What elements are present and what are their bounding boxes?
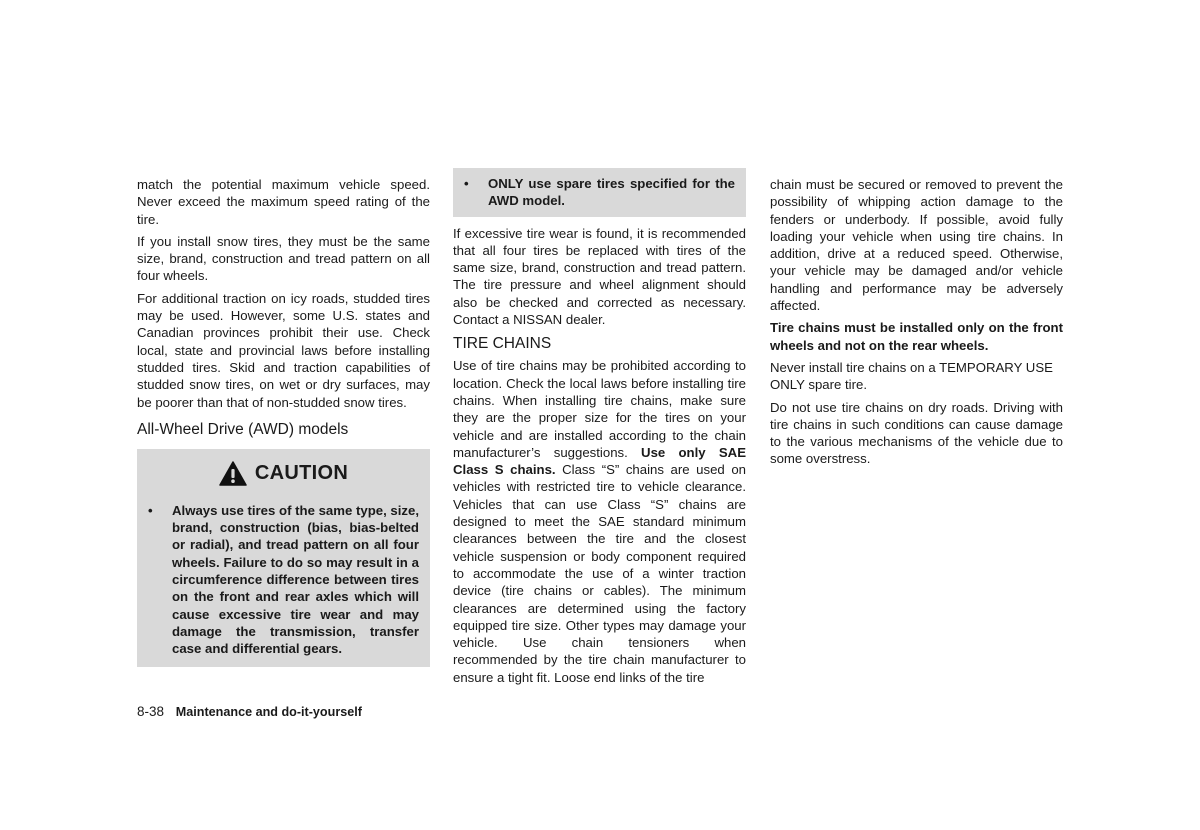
caution-continued-box <box>453 168 746 217</box>
column-left <box>137 176 430 667</box>
spare-tire-bullet-item <box>464 175 735 210</box>
section-title: Maintenance and do-it-yourself <box>175 705 362 719</box>
bullet-dot: • <box>148 502 153 518</box>
subheading-awd-models: All-Wheel Drive (AWD) models <box>137 420 349 438</box>
caution-header <box>148 461 419 486</box>
column-right <box>770 176 1063 473</box>
page-footer <box>137 704 362 719</box>
caution-box <box>137 449 430 667</box>
heading-tire-chains: TIRE CHAINS <box>453 335 552 353</box>
caution-bullet-item <box>148 502 419 658</box>
caution-bullet-text: Always use tires of the same type, size, brand, construction (bias, bias-belted or radial), and tread pattern on all four wheels. Failure to do so may result in a circumference difference between tires on the front and rear axles which will cause excessive tire wear and may damage the transmission, transfer case and differential gears. <box>172 502 420 657</box>
bullet-dot: • <box>464 176 469 191</box>
paragraph-studded-tires: For additional traction on icy roads, studded tires may be used. However, some U.S. states and Canadian provinces prohibit their use. Check local, state and provincial laws before installing studded tires. Skid and traction capabilities of studded snow tires, on wet or dry surfaces, may be poorer than that of non-studded snow tires. <box>137 290 430 410</box>
paragraph-front-wheels-only: Tire chains must be installed only on the front wheels and not on the rear wheels. <box>770 320 1063 353</box>
paragraph-tire-wear: If excessive tire wear is found, it is recommended that all four tires be replaced with tires of the same size, brand, construction and tread pattern. The tire pressure and wheel alignment should also be checked and corrected as necessary. Contact a NISSAN dealer. <box>453 225 746 328</box>
paragraph-speed-rating: match the potential maximum vehicle speed. Never exceed the maximum speed rating of the tire. <box>137 177 430 227</box>
tire-chains-sae-class-s: Use only SAE Class S chains. <box>453 444 746 478</box>
paragraph-chain-secured: chain must be secured or removed to prevent the possibility of whipping action damage to the fenders or underbody. If possible, avoid fully loading your vehicle when using tire chains. In addition, drive at a reduced speed. Otherwise, your vehicle may be damaged and/or vehicle handling and performance may be adversely affected. <box>770 177 1063 314</box>
tire-chains-text-b: Class “S” chains are used on vehicles with restricted tire to vehicle clearance. Vehicles that can use Class “S” chains are designed to meet the SAE standard minimum clearances between the tire and the closest vehicle suspension or body component required to accommodate the use of a winter traction device (tire chains or cables). The minimum clearances are determined using the factory equipped tire size. Other types may damage your vehicle. Use chain tensioners when recommended by the tire chain manufacturer to ensure a tight fit. Loose end links of the tire <box>453 462 746 685</box>
paragraph-dry-roads: Do not use tire chains on dry roads. Driving with tire chains in such conditions can cause damage to the various mechanisms of the vehicle due to some overstress. <box>770 399 1063 467</box>
paragraph-tire-chains <box>453 357 746 686</box>
tire-chains-text-a: Use of tire chains may be prohibited according to location. Check the local laws before installing tire chains. When installing tire chains, make sure they are the proper size for the tires on your vehicle and are installed according to the chain manufacturer’s suggestions. <box>453 358 746 460</box>
warning-triangle-icon <box>219 461 247 486</box>
column-middle <box>453 176 746 691</box>
caution-title: CAUTION <box>254 461 349 484</box>
spare-tire-bullet-text: ONLY use spare tires specified for the AWD model. <box>488 176 735 209</box>
page-number: 8-38 <box>137 704 165 719</box>
paragraph-temporary-spare: Never install tire chains on a TEMPORARY USE ONLY spare tire. <box>770 359 1053 393</box>
paragraph-snow-tires: If you install snow tires, they must be the same size, brand, construction and tread pattern on all four wheels. <box>137 233 430 284</box>
